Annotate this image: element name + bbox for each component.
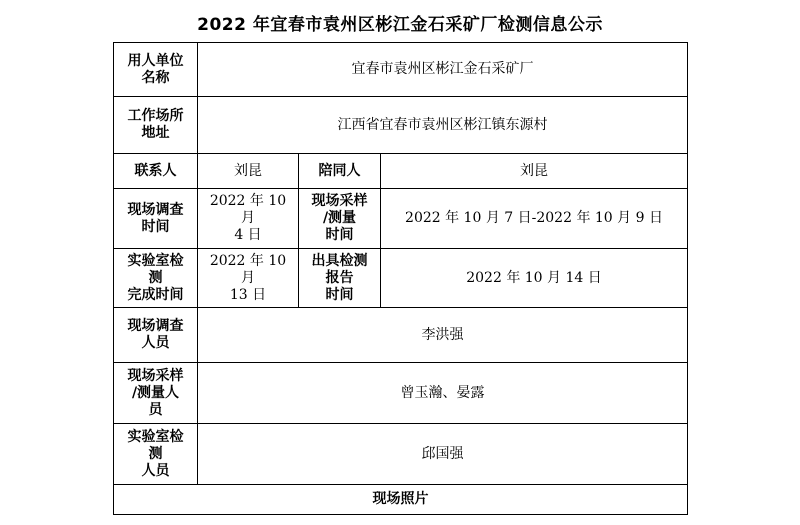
row-survey-staff [114, 308, 688, 363]
sampling-staff-value: 曾玉瀚、晏露 [198, 363, 688, 424]
sampling-time-value: 2022 年 10 月 7 日-2022 年 10 月 9 日 [381, 189, 688, 249]
row-lab-staff [114, 424, 688, 485]
survey-staff-value: 李洪强 [198, 308, 688, 363]
employer-value: 宜春市袁州区彬江金石采矿厂 [198, 43, 688, 97]
info-table [113, 42, 688, 515]
lab-done-label: 实验室检 测 完成时间 [114, 249, 198, 308]
row-contact [114, 154, 688, 189]
report-time-label: 出具检测 报告 时间 [299, 249, 381, 308]
workplace-label: 工作场所 地址 [114, 97, 198, 154]
sampling-time-label: 现场采样 /测量 时间 [299, 189, 381, 249]
row-employer [114, 43, 688, 97]
row-survey-time [114, 189, 688, 249]
row-lab-time [114, 249, 688, 308]
contact-label: 联系人 [114, 154, 198, 189]
row-workplace [114, 97, 688, 154]
lab-staff-value: 邱国强 [198, 424, 688, 485]
survey-staff-label: 现场调查 人员 [114, 308, 198, 363]
escort-label: 陪同人 [299, 154, 381, 189]
lab-done-value: 2022 年 10 月 13 日 [198, 249, 299, 308]
employer-label: 用人单位 名称 [114, 43, 198, 97]
survey-time-value: 2022 年 10 月 4 日 [198, 189, 299, 249]
row-photos [114, 485, 688, 515]
contact-value: 刘昆 [198, 154, 299, 189]
workplace-value: 江西省宜春市袁州区彬江镇东源村 [198, 97, 688, 154]
survey-time-label: 现场调查 时间 [114, 189, 198, 249]
page-title: 2022 年宜春市袁州区彬江金石采矿厂检测信息公示 [197, 15, 603, 35]
sampling-staff-label: 现场采样 /测量人 员 [114, 363, 198, 424]
report-time-value: 2022 年 10 月 14 日 [381, 249, 688, 308]
lab-staff-label: 实验室检 测 人员 [114, 424, 198, 485]
row-sampling-staff [114, 363, 688, 424]
photos-label: 现场照片 [114, 485, 688, 515]
escort-value: 刘昆 [381, 154, 688, 189]
